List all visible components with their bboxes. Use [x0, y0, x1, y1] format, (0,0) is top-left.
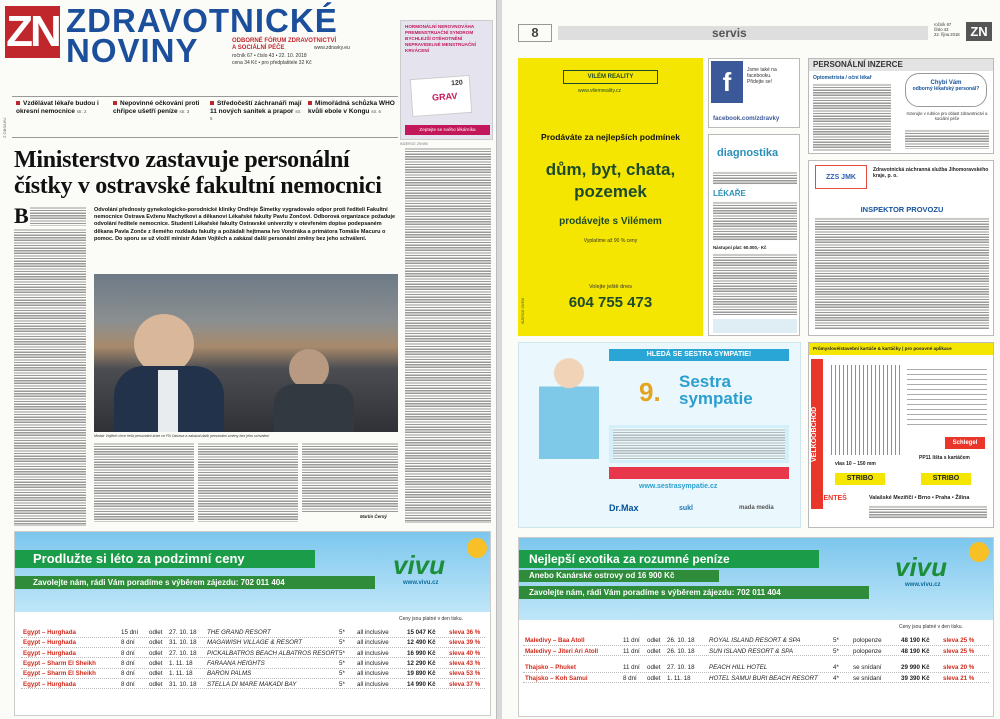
- vilem-ad: [518, 58, 703, 336]
- facebook-ad: [708, 58, 800, 128]
- offer-hotel: SUN ISLAND RESORT & SPA: [709, 647, 794, 655]
- offer-board: all inclusive: [357, 649, 389, 657]
- masthead-title-line2: NOVINY: [66, 32, 199, 69]
- offer-destination: Egypt – Hurghada: [23, 680, 76, 688]
- offer-row: [523, 636, 989, 646]
- offer-days: 11 dní: [623, 664, 640, 671]
- photo-caption: Ministr Vojtěch chce řešit personální krize ve FN Ostrava a zakázal další personální změny bez jeho schválení: [94, 434, 270, 438]
- diagnostika-header: LÉKAŘE: [713, 189, 746, 198]
- offer-days: 11 dní: [623, 647, 640, 655]
- header-date: 22. října 2018: [934, 32, 960, 37]
- right-page: [502, 0, 1000, 719]
- offer-date: 1. 11. 18: [169, 659, 193, 667]
- inzerce-line1: Optometrista / oční lékař: [813, 75, 872, 81]
- zzs-org: Zdravotnická záchranná služba Jihomoravského kraje, p. o.: [873, 167, 989, 179]
- vivu-website[interactable]: www.vivu.cz: [905, 582, 941, 588]
- offer-discount: sleva 43 %: [449, 659, 481, 667]
- text-block: [713, 201, 797, 241]
- offer-departure-label: odlet: [647, 664, 661, 671]
- offer-stars: 4*: [833, 664, 839, 671]
- portrait-shirt: [158, 370, 178, 432]
- offer-stars: 5*: [339, 659, 345, 667]
- offer-days: 8 dní: [121, 659, 135, 667]
- vilem-call: Volejte ještě dnes: [588, 284, 633, 290]
- offer-discount: sleva 40 %: [449, 649, 481, 657]
- hormonal-ad-text: [405, 24, 491, 54]
- masthead-issue: ročník 67 • číslo 43 • 22. 10. 2018: [232, 53, 307, 59]
- offer-stars: 5*: [833, 647, 839, 655]
- diagnostika-salary: Nástupní plat: 60.000,- Kč: [713, 245, 767, 250]
- offer-days: 8 dní: [121, 680, 135, 688]
- offer-hotel: THE GRAND RESORT: [207, 629, 271, 636]
- text-block: [613, 428, 785, 460]
- offer-date: 1. 11. 18: [667, 674, 691, 682]
- hormonal-ad-line: NEPRAVIDELNÉ MENSTRUAČNÍ KRVÁCENÍ: [405, 42, 476, 53]
- sestra-red-strip: [609, 467, 789, 479]
- vilem-website[interactable]: www.vilemreality.cz: [578, 88, 621, 94]
- offer-days: 8 dní: [623, 674, 637, 682]
- brush-ad: [808, 342, 994, 528]
- teaser-title: Vzdělávat lékaře budou i okresní nemocnice: [16, 100, 99, 115]
- offer-board: all inclusive: [357, 629, 389, 636]
- offer-row: [21, 680, 485, 690]
- sestra-logo-drmax: Dr.Max: [609, 503, 639, 513]
- text-block: [815, 217, 989, 329]
- teaser-bullet: [16, 101, 20, 105]
- article-column-1: [14, 203, 86, 526]
- teaser-page: str. 3: [179, 108, 190, 114]
- offer-destination: Egypt – Hurghada: [23, 649, 76, 657]
- side-label: Z OBSAHU: [2, 117, 7, 138]
- offer-board: polopenze: [853, 647, 882, 655]
- vilem-label: INZERCE 29/458: [521, 298, 525, 325]
- teaser-bullet: [210, 101, 214, 105]
- sestra-website[interactable]: www.sestrasympatie.cz: [639, 483, 718, 490]
- offer-destination: Thajsko – Phuket: [525, 664, 576, 671]
- sestra-title: [679, 373, 753, 407]
- article-column-4: [405, 147, 491, 523]
- brush-company: OKENTEŠ: [813, 495, 847, 502]
- product-box: [410, 75, 473, 117]
- teaser-page: str. 6: [371, 108, 381, 114]
- headline-line1: Ministerstvo zastavuje personální: [14, 147, 350, 173]
- offer-destination: Thajsko – Koh Samui: [525, 674, 588, 682]
- offer-price: 14 990 Kč: [407, 680, 436, 688]
- text-block: [813, 83, 891, 151]
- offer-board: all inclusive: [357, 639, 389, 647]
- offer-discount: sleva 25 %: [943, 637, 975, 644]
- price-note: Ceny jsou platné v den tisku.: [399, 616, 463, 622]
- offer-stars: 5*: [339, 629, 345, 636]
- diagnostika-brand: diagnostika: [717, 147, 779, 159]
- article-column-3: [198, 442, 298, 522]
- teaser-title: Středočeští záchranáři mají 11 nových sanitek a prapor: [210, 100, 302, 115]
- offer-price: 48 190 Kč: [901, 647, 930, 655]
- bubble-sub: Inzerujte v rubrice pro oblast zdravotnictví a sociální péče: [906, 111, 988, 121]
- facebook-line2: Přidejte se!: [747, 79, 773, 85]
- offer-days: 8 dní: [121, 670, 135, 678]
- offer-destination: Maledivy – Jiteri Ari Atoll: [525, 647, 599, 655]
- offer-stars: 5*: [339, 639, 345, 647]
- offer-hotel: MAGAWISH VILLAGE & RESORT: [207, 639, 303, 647]
- brush-header: Průmyslové/stavební kartáče & kartáčky | pro posuvné aplikace: [809, 343, 993, 355]
- offer-date: 27. 10. 18: [169, 629, 197, 636]
- offer-discount: sleva 53 %: [449, 670, 481, 678]
- offer-stars: 5*: [833, 637, 839, 644]
- brush-image: [831, 365, 901, 455]
- vilem-brand: VILÉM REALITY: [563, 70, 658, 84]
- text-block: [14, 228, 86, 526]
- facebook-url[interactable]: facebook.com/zdravky: [713, 115, 780, 122]
- brush-spec1: PP11 lišta s kartáčem: [919, 455, 970, 461]
- offer-departure-label: odlet: [647, 637, 661, 644]
- offer-date: 27. 10. 18: [169, 649, 197, 657]
- contact-strip: [713, 319, 797, 333]
- vilem-big-line2: pozemek: [574, 182, 647, 201]
- offer-hotel: ROYAL ISLAND RESORT & SPA: [709, 637, 801, 644]
- hormonal-ad-cta: Zeptejte se svého lékárníka: [405, 125, 490, 135]
- travel-ad-title: Nejlepší exotika za rozumné peníze: [519, 550, 819, 568]
- offer-price: 12 490 Kč: [407, 639, 436, 647]
- facebook-text: [747, 67, 799, 85]
- offer-departure-label: odlet: [149, 629, 163, 636]
- offer-date: 1. 11. 18: [169, 670, 193, 678]
- article-lead: Odvolání přednosty gynekologicko-porodnické kliniky Ondřeje Šimetky vygradovalo odpor proti řediteli Fakultní nemocnice Ostrava Evženu Machytkovi a děkanovi Lékařské fakulty Pavlu Zončovi. Odborová organizace požaduje odvolání ředitele nemocnice. Studenti Lékařské fakulty Ostravské univerzity v otevřeném dopise podepsaném děkana Pavla Zonče z ilemého rozkladu fakulty a požádali hejtmana Ivo Vondráka a primátora Tomáše Macuru o pomoc. Do sporu se už vložil ministr Adam Vojtěch a zakázal další personální změny bez jeho schválení.: [94, 207, 396, 242]
- sestra-logo-mada: mada media: [739, 505, 774, 511]
- offer-hotel: FARAANA HEIGHTS: [207, 659, 265, 667]
- sestra-info-strip: [609, 425, 789, 463]
- article-column-3b: [302, 442, 398, 512]
- offer-row: [523, 663, 989, 673]
- offer-price: 29 990 Kč: [901, 664, 930, 671]
- facebook-line1: Jsme také na facebooku.: [747, 67, 777, 79]
- zn-logo: ZN: [6, 7, 59, 56]
- sestra-ad: [518, 342, 801, 528]
- hormonal-ad: [400, 20, 493, 140]
- offer-board: all inclusive: [357, 680, 389, 688]
- product-brand: GRAV: [431, 90, 458, 103]
- offer-departure-label: odlet: [647, 674, 661, 682]
- offer-discount: sleva 37 %: [449, 680, 481, 688]
- header-issue: [934, 22, 960, 37]
- sestra-title-line2: sympatie: [679, 389, 753, 408]
- left-page: [0, 0, 497, 719]
- personal-inzerce: [808, 58, 994, 154]
- teaser-title: Mimořádná schůzka WHO kvůli ebole v Kongu: [308, 100, 395, 115]
- offer-destination: Egypt – Sharm El Sheikh: [23, 670, 96, 678]
- offer-days: 15 dní: [121, 629, 139, 636]
- teaser-page: str. 5: [210, 108, 302, 121]
- inzerce-title: PERSONÁLNÍ INZERCE: [809, 59, 993, 71]
- offer-discount: sleva 36 %: [449, 629, 481, 636]
- brush-image-2: [907, 365, 987, 425]
- travel-ad-phone[interactable]: Zavolejte nám, rádi Vám poradíme s výběrem zájezdu: 702 011 404: [15, 576, 375, 589]
- brush-side: VELKOOBCHOD: [811, 359, 823, 509]
- second-person-suit: [274, 384, 354, 432]
- teaser-title: Nepovinné očkování proti chřipce ušetří peníze: [113, 100, 200, 115]
- offer-days: 8 dní: [121, 649, 135, 657]
- offer-hotel: PEACH HILL HOTEL: [709, 664, 768, 671]
- zzs-logo: ZZS JMK: [815, 165, 867, 189]
- offer-destination: Egypt – Hurghada: [23, 629, 76, 636]
- offer-row: [523, 674, 989, 684]
- portrait-head: [134, 314, 194, 374]
- brush-brand-repeat: STRIBO: [921, 473, 971, 485]
- nurse-photo: [539, 349, 599, 459]
- offer-discount: sleva 20 %: [943, 664, 975, 671]
- teaser-bullet: [308, 101, 312, 105]
- ad-label: INZERCE 29/490: [400, 142, 428, 146]
- text-block: [713, 171, 797, 185]
- offers-table: [523, 636, 989, 714]
- article-byline: Martin Černý: [360, 514, 387, 519]
- hormonal-ad-line: BYCHLEJŠÍ OTĚHOTNĚNÍ: [405, 36, 463, 41]
- vivu-website[interactable]: www.vivu.cz: [403, 580, 439, 586]
- offer-hotel: BARON PALMS: [207, 670, 252, 678]
- brush-brand: STRIBO: [835, 473, 885, 485]
- offer-date: 26. 10. 18: [667, 637, 695, 644]
- offer-board: all inclusive: [357, 659, 389, 667]
- brush-footer: Valašské Meziříčí • Brno • Praha • Žilina: [869, 495, 970, 501]
- offer-destination: Egypt – Hurghada: [23, 639, 76, 647]
- section-name: servis: [712, 26, 747, 40]
- masthead-subtitle-line1: ODBORNÉ FÓRUM ZDRAVOTNICTVÍ: [232, 38, 337, 44]
- offer-stars: 5*: [339, 649, 345, 657]
- vivu-logo: vivu: [393, 550, 446, 580]
- masthead-website: www.zdravky.eu: [314, 45, 350, 51]
- offer-destination: Egypt – Sharm El Sheikh: [23, 659, 96, 667]
- teaser-item[interactable]: [210, 100, 302, 123]
- headline-line2: čístky v ostravské fakultní nemocnici: [14, 173, 382, 199]
- offer-departure-label: odlet: [149, 680, 163, 688]
- offer-price: 39 390 Kč: [901, 674, 930, 682]
- vilem-sell-line: Prodáváte za nejlepších podmínek: [541, 132, 680, 142]
- sestra-edition: 9.: [639, 377, 661, 407]
- offer-stars: 4*: [833, 674, 839, 682]
- teaser-page: str. 2: [76, 108, 87, 114]
- zzs-header: INSPEKTOR PROVOZU: [860, 205, 944, 214]
- offer-stars: 5*: [339, 680, 345, 688]
- diagnostika-ad: [708, 134, 800, 336]
- offer-hotel: HOTEL SAMUI BURI BEACH RESORT: [709, 674, 818, 682]
- hormonal-ad-line: PREMENSTRUAČNÍ SYNDROM: [405, 30, 474, 35]
- offer-price: 16 990 Kč: [407, 649, 436, 657]
- offer-price: 15 047 Kč: [407, 629, 436, 636]
- teasers-bar: [12, 96, 398, 138]
- offer-hotel: PICKALBATROS BEACH ALBATROS RESORT: [207, 649, 339, 657]
- offer-board: se snídaní: [853, 674, 882, 682]
- bubble-line2: odborný lékařský personál?: [912, 86, 980, 92]
- page-number: 8: [518, 24, 552, 42]
- offer-stars: 5*: [339, 670, 345, 678]
- vilem-phone[interactable]: 604 755 473: [568, 294, 653, 311]
- offer-discount: sleva 39 %: [449, 639, 481, 647]
- offer-discount: sleva 25 %: [943, 647, 975, 655]
- offer-departure-label: odlet: [149, 639, 163, 647]
- offer-board: polopenze: [853, 637, 882, 644]
- offer-date: 27. 10. 18: [667, 664, 695, 671]
- travel-ad-left: [14, 531, 491, 716]
- masthead-title-line1: ZDRAVOTNICKÉ: [66, 2, 338, 39]
- sun-icon: [467, 538, 487, 558]
- offer-row: [21, 659, 485, 669]
- facebook-icon: f: [711, 61, 743, 103]
- teaser-item[interactable]: [308, 100, 396, 115]
- vivu-logo: vivu: [895, 552, 948, 582]
- offers-table: [21, 628, 485, 692]
- text-block: [869, 505, 987, 519]
- offer-row: [21, 628, 485, 638]
- masthead-price: cena 34 Kč • pro předplatitele 32 Kč: [232, 60, 312, 66]
- offer-discount: sleva 21 %: [943, 674, 975, 682]
- header-issue-number: číslo 43: [934, 27, 949, 32]
- sestra-title-line1: Sestra: [679, 372, 731, 391]
- offer-departure-label: odlet: [149, 649, 163, 657]
- text-block: [713, 253, 797, 315]
- brush-brand2: Schlegel: [945, 437, 985, 449]
- text-block: [405, 147, 491, 523]
- teaser-bullet: [113, 101, 117, 105]
- offer-departure-label: odlet: [149, 670, 163, 678]
- article-photo: [94, 274, 398, 432]
- vilem-note: Vyplatíme až 90 % ceny: [583, 238, 638, 244]
- zzs-ad: [808, 160, 994, 336]
- offer-date: 31. 10. 18: [169, 680, 197, 688]
- teaser-item[interactable]: [113, 100, 203, 115]
- text-block: [905, 129, 989, 149]
- offer-row: [21, 649, 485, 659]
- sun-icon: [969, 542, 989, 562]
- price-note: Ceny jsou platné v den tisku.: [899, 624, 963, 630]
- travel-ad-subtitle: Anebo Kanárské ostrovy od 16 900 Kč: [519, 570, 719, 582]
- offer-departure-label: odlet: [149, 659, 163, 667]
- brush-spec2: vlas 10 – 150 mm: [835, 461, 876, 467]
- offer-date: 31. 10. 18: [169, 639, 197, 647]
- travel-ad-right: [518, 537, 994, 717]
- offer-price: 48 190 Kč: [901, 637, 930, 644]
- bubble-line1: Chybí Vám: [930, 80, 962, 86]
- sestra-headline: HLEDÁ SE SESTRA SYMPATIE!: [609, 349, 789, 361]
- sestra-logo-sukl: sukl: [679, 505, 694, 512]
- article-column-2: [94, 442, 194, 522]
- vilem-cta: prodávejte s Vilémem: [559, 216, 662, 227]
- offer-row: [21, 669, 485, 679]
- offer-board: se snídaní: [853, 664, 882, 671]
- inzerce-bubble: [905, 73, 987, 107]
- article-headline: [14, 147, 404, 199]
- offer-destination: Maledivy – Baa Atoll: [525, 637, 585, 644]
- header-issue-year: ročník 67: [934, 22, 952, 27]
- travel-ad-phone[interactable]: Zavolejte nám, rádi Vám poradíme s výběrem zájezdu: 702 011 404: [519, 586, 869, 599]
- hormonal-ad-line: HORMONÁLNÍ NEROVNOVÁHA: [405, 24, 475, 29]
- offer-departure-label: odlet: [647, 647, 661, 655]
- second-person: [289, 349, 329, 389]
- offer-days: 11 dní: [623, 637, 640, 644]
- text-block: [30, 206, 86, 226]
- zn-small-logo: ZN: [966, 22, 992, 41]
- offer-price: 12 290 Kč: [407, 659, 436, 667]
- offer-hotel: STELLA DI MARE MAKADI BAY: [207, 680, 297, 688]
- vilem-big-line1: dům, byt, chata,: [545, 160, 676, 179]
- drop-cap: B: [14, 203, 29, 228]
- offer-board: all inclusive: [357, 670, 389, 678]
- offer-days: 8 dní: [121, 639, 135, 647]
- product-count: 120: [450, 79, 464, 88]
- masthead-subtitle-line2: A SOCIÁLNÍ PÉČE: [232, 45, 285, 51]
- teaser-item[interactable]: [16, 100, 106, 115]
- offer-row: [523, 647, 989, 657]
- travel-ad-title: Prodlužte si léto za podzimní ceny: [15, 550, 315, 568]
- offer-row: [21, 638, 485, 648]
- offer-price: 19 890 Kč: [407, 670, 436, 678]
- offer-date: 26. 10. 18: [667, 647, 695, 655]
